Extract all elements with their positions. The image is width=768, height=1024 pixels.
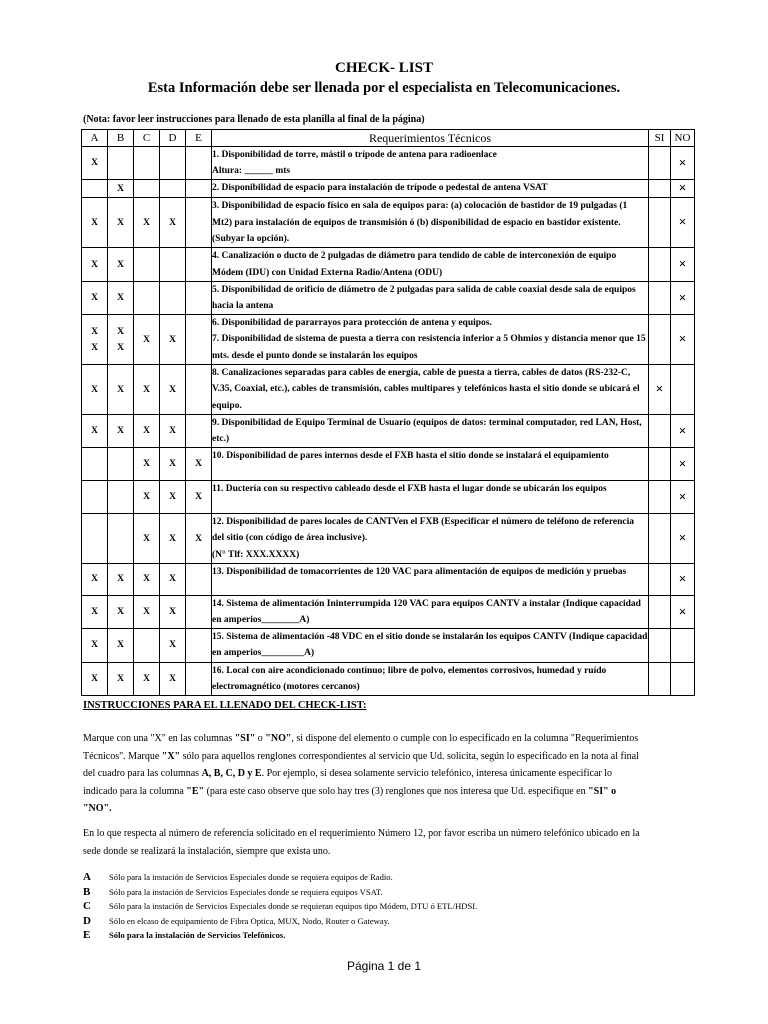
no-checkbox[interactable] (671, 629, 695, 662)
mark-cell-a (82, 563, 108, 595)
column-mark: X (91, 158, 98, 169)
no-checkbox[interactable]: ✕ (671, 281, 695, 314)
requirement-text: 15. Sistema de alimentación -48 VDC en el sitio donde se instalarán los equipos CANTV (Indique capacidad en amperios_________A) (212, 629, 649, 662)
mark-cell-e (186, 629, 212, 662)
mark-cell-e (186, 448, 212, 481)
legend-letter: D (83, 914, 91, 927)
si-checkbox[interactable] (649, 595, 671, 628)
legend-letter: E (83, 929, 91, 941)
column-mark: X (117, 293, 124, 304)
no-checkbox[interactable]: ✕ (671, 481, 695, 514)
column-mark: X (143, 426, 150, 437)
mark-cell-d (160, 595, 186, 628)
page-number: Página 1 de 1 (346, 959, 422, 973)
col-header-no: NO (671, 130, 695, 147)
mark-cell-b (108, 414, 134, 447)
legend-item (83, 914, 477, 929)
no-checkbox[interactable]: ✕ (671, 514, 695, 564)
column-mark: X (169, 217, 176, 228)
table-row (82, 180, 695, 198)
si-checkbox[interactable] (649, 248, 671, 281)
no-checkbox[interactable]: ✕ (671, 315, 695, 365)
instructions-heading: INSTRUCCIONES PARA EL LLENADO DEL CHECK-LIST: (83, 700, 367, 711)
column-mark: X (169, 640, 176, 651)
column-mark: X (91, 326, 98, 337)
mark-cell-d (160, 514, 186, 564)
column-mark: X (117, 574, 124, 585)
col-header-c: C (134, 130, 160, 147)
col-header-requerimientos: Requerimientos Técnicos (212, 130, 649, 147)
requirement-text: 8. Canalizaciones separadas para cables de energía, cable de puesta a tierra, cables de datos (RS-232-C, V.35, Coaxial, etc.), cables de transmisión, cables multipares y telefónicos hasta el sitio donde se ubicará el equipo. (212, 365, 649, 415)
requirement-text: 2. Disponibilidad de espacio para instalación de trípode o pedestal de antena VSAT (212, 180, 649, 198)
page-subtitle: Esta Información debe ser llenada por el especialista en Telecomunicaciones. (147, 80, 621, 96)
p1-bold: "SI" (234, 733, 256, 744)
column-mark: X (117, 217, 124, 228)
mark-cell-c (134, 281, 160, 314)
page-title: CHECK- LIST (335, 60, 433, 76)
si-checkbox[interactable] (649, 481, 671, 514)
mark-cell-b (108, 198, 134, 248)
column-mark: X (117, 183, 124, 194)
requirement-text: 5. Disponibilidad de orificio de diámetro de 2 pulgadas para salida de cable coaxial desde sala de equipos hacia la antena (212, 281, 649, 314)
column-legend (83, 870, 477, 943)
column-mark: X (117, 384, 124, 395)
legend-text: Sólo para la instación de Servicios Especiales donde se requiera equipos de Radio. (109, 872, 393, 882)
column-mark: X (143, 574, 150, 585)
mark-cell-b (108, 481, 134, 514)
requirement-text: 12. Disponibilidad de pares locales de CANTVen el FXB (Especificar el número de teléfono de referencia del sitio (con código de área inclusive). (N° Tlf: XXX.XXXX) (212, 514, 649, 564)
column-mark: X (169, 673, 176, 684)
mark-cell-a (82, 281, 108, 314)
column-mark: X (91, 293, 98, 304)
column-mark: X (143, 217, 150, 228)
mark-cell-c (134, 662, 160, 695)
mark-cell-d (160, 248, 186, 281)
mark-cell-a (82, 365, 108, 415)
mark-cell-b (108, 563, 134, 595)
mark-cell-d (160, 147, 186, 180)
mark-cell-e (186, 365, 212, 415)
no-checkbox[interactable] (671, 662, 695, 695)
table-row (82, 365, 695, 415)
column-mark: X (91, 607, 98, 618)
mark-cell-c (134, 481, 160, 514)
table-row (82, 595, 695, 628)
mark-cell-b (108, 514, 134, 564)
column-mark: X (143, 673, 150, 684)
table-row (82, 198, 695, 248)
requirement-text: 4. Canalización o ducto de 2 pulgadas de diámetro para tendido de cable de interconexión de equipo Módem (IDU) con Unidad Externa Radio/Antena (ODU) (212, 248, 649, 281)
mark-cell-d (160, 315, 186, 365)
si-checkbox[interactable]: ✕ (649, 365, 671, 415)
mark-cell-c (134, 514, 160, 564)
mark-cell-e (186, 414, 212, 447)
si-checkbox[interactable] (649, 629, 671, 662)
legend-text: Sólo para la instación de Servicios Especiales donde se requiera equipos VSAT. (109, 886, 383, 897)
mark-cell-e (186, 248, 212, 281)
mark-cell-b (108, 180, 134, 198)
mark-cell-e (186, 147, 212, 180)
p1-bold: "E" (186, 785, 205, 797)
mark-cell-c (134, 563, 160, 595)
table-row (82, 563, 695, 595)
mark-cell-a (82, 514, 108, 564)
mark-cell-a (82, 315, 108, 365)
column-mark: X (117, 342, 124, 353)
si-checkbox[interactable] (649, 180, 671, 198)
table-row (82, 514, 695, 564)
mark-cell-b (108, 595, 134, 628)
mark-cell-d (160, 629, 186, 662)
legend-text: Sólo en elcaso de equipamiento de Fibra Optica, MUX, Nodo, Router o Gateway. (109, 915, 390, 926)
column-mark: X (169, 459, 176, 470)
requirement-text: 9. Disponibilidad de Equipo Terminal de Usuario (equipos de datos: terminal computador, red LAN, Host, etc.) (212, 414, 649, 447)
column-mark: X (117, 426, 124, 437)
requirement-text: 14. Sistema de alimentación Ininterrumpida 120 VAC para equipos CANTV a instalar (Indique capacidad en amperios________A) (212, 595, 649, 628)
p1-text: o (255, 733, 266, 744)
requirement-text: 10. Disponibilidad de pares internos desde el FXB hasta el sitio donde se instalará el equipamiento (212, 448, 649, 481)
mark-cell-d (160, 481, 186, 514)
table-row (82, 448, 695, 481)
no-checkbox[interactable]: ✕ (671, 248, 695, 281)
column-mark: X (169, 492, 176, 503)
column-mark: X (91, 217, 98, 228)
table-header-row (82, 130, 695, 147)
column-mark: X (143, 533, 150, 544)
mark-cell-e (186, 198, 212, 248)
mark-cell-e (186, 662, 212, 695)
mark-cell-e (186, 281, 212, 314)
column-mark: X (117, 673, 124, 684)
instructions-paragraph-2: En lo que respecta al número de referencia solicitado en el requerimiento Número 12, por favor escriba un número telefónico ubicado en la sede donde se realizará la instalación, siempre que exista uno. (83, 828, 640, 857)
p1-text: Marque con una "X" en las columnas (83, 733, 235, 744)
p1-text: . Por ejemplo, si desea solamente servicio telefónico, interesa únicamente especificar lo indicado para la columna (83, 768, 613, 797)
column-mark: X (169, 574, 176, 585)
mark-cell-d (160, 365, 186, 415)
p1-text: sólo para aquellos renglones correspondientes al servicio que Ud. solicita, según lo especificado en la nota al final del cuadro para las columnas (83, 750, 639, 779)
legend-text: Sólo para la instación de Servicios Especiales donde se requieran equipos tipo Módem, DTU ó ETL/HDSI. (109, 901, 478, 911)
mark-cell-d (160, 662, 186, 695)
mark-cell-d (160, 448, 186, 481)
column-mark: X (117, 259, 124, 270)
mark-cell-d (160, 563, 186, 595)
mark-cell-c (134, 365, 160, 415)
mark-cell-a (82, 448, 108, 481)
mark-cell-e (186, 481, 212, 514)
mark-cell-b (108, 147, 134, 180)
p1-bold: "X" (161, 750, 181, 762)
table-row (82, 662, 695, 695)
mark-cell-d (160, 180, 186, 198)
mark-cell-b (108, 315, 134, 365)
legend-item (83, 885, 477, 900)
requirement-text: 13. Disponibilidad de tomacorrientes de 120 VAC para alimentación de equipos de medición y pruebas (212, 563, 649, 595)
column-mark: X (169, 607, 176, 618)
mark-cell-a (82, 629, 108, 662)
si-checkbox[interactable] (649, 315, 671, 365)
column-mark: X (169, 533, 176, 544)
no-checkbox[interactable]: ✕ (671, 414, 695, 447)
requirement-text: 6. Disponibilidad de pararrayos para protección de antena y equipos. 7. Disponibilidad de sistema de puesta a tierra con resistencia inferior a 5 Ohmios y distancia menor que 15 mts. desde el punto donde se instalarán los equipos (212, 315, 649, 365)
legend-item (83, 899, 477, 914)
column-mark: X (91, 259, 98, 270)
mark-cell-a (82, 662, 108, 695)
mark-cell-e (186, 514, 212, 564)
table-row (82, 315, 695, 365)
table-row (82, 248, 695, 281)
si-checkbox[interactable] (649, 662, 671, 695)
column-mark: X (143, 492, 150, 503)
column-mark: X (143, 334, 150, 345)
no-checkbox[interactable]: ✕ (671, 448, 695, 481)
no-checkbox[interactable] (671, 365, 695, 415)
column-mark: X (169, 334, 176, 345)
legend-letter: A (83, 871, 91, 883)
requirement-text: 16. Local con aire acondicionado contínuo; libre de polvo, elementos corrosivos, humedad y ruído electromagnético (motores cercanos) (212, 662, 649, 695)
column-mark: X (195, 459, 202, 470)
mark-cell-c (134, 629, 160, 662)
si-checkbox[interactable] (649, 514, 671, 564)
mark-cell-e (186, 180, 212, 198)
p1-bold: "SI" o "NO". (83, 785, 617, 814)
column-mark: X (169, 426, 176, 437)
table-row (82, 481, 695, 514)
mark-cell-a (82, 248, 108, 281)
table-row (82, 147, 695, 180)
mark-cell-d (160, 414, 186, 447)
column-mark: X (169, 384, 176, 395)
si-checkbox[interactable] (649, 281, 671, 314)
column-mark: X (195, 533, 202, 544)
legend-text: Sólo para la instalación de Servicios Telefónicos. (109, 930, 286, 940)
legend-letter: C (83, 900, 91, 912)
mark-cell-a (82, 595, 108, 628)
legend-letter: B (83, 885, 91, 898)
si-checkbox[interactable] (649, 198, 671, 248)
table-row (82, 281, 695, 314)
mark-cell-c (134, 198, 160, 248)
mark-cell-b (108, 629, 134, 662)
p1-bold: "NO" (265, 733, 292, 744)
column-mark: X (143, 607, 150, 618)
mark-cell-e (186, 595, 212, 628)
mark-cell-a (82, 180, 108, 198)
mark-cell-d (160, 281, 186, 314)
no-checkbox[interactable]: ✕ (671, 147, 695, 180)
column-mark: X (91, 640, 98, 651)
column-mark: X (117, 640, 124, 651)
legend-item (83, 928, 477, 943)
mark-cell-c (134, 248, 160, 281)
mark-cell-c (134, 448, 160, 481)
column-mark: X (143, 459, 150, 470)
no-checkbox[interactable]: ✕ (671, 198, 695, 248)
col-header-si: SI (649, 130, 671, 147)
mark-cell-c (134, 147, 160, 180)
mark-cell-b (108, 281, 134, 314)
column-mark: X (195, 492, 202, 503)
mark-cell-e (186, 563, 212, 595)
si-checkbox[interactable] (649, 448, 671, 481)
table-row (82, 629, 695, 662)
mark-cell-b (108, 662, 134, 695)
p1-text: , si dispone del elemento o cumple con lo especificado en la columna "Requerimientos Técnicos". Marque (83, 733, 639, 762)
mark-cell-c (134, 180, 160, 198)
mark-cell-e (186, 315, 212, 365)
mark-cell-d (160, 198, 186, 248)
col-header-d: D (160, 130, 186, 147)
mark-cell-b (108, 365, 134, 415)
mark-cell-a (82, 198, 108, 248)
mark-cell-b (108, 248, 134, 281)
requirement-text: 11. Ductería con su respectivo cableado desde el FXB hasta el lugar donde se ubicarán los equipos (212, 481, 649, 514)
col-header-a: A (82, 130, 108, 147)
column-mark: X (91, 574, 98, 585)
column-mark: X (91, 426, 98, 437)
note: (Nota: favor leer instrucciones para llenado de esta planilla al final de la página) (83, 114, 425, 125)
column-mark: X (91, 384, 98, 395)
requirement-text: 1. Disponibilidad de torre, mástil o trípode de antena para radioenlace Altura: ______ mts (212, 147, 649, 180)
col-header-e: E (186, 130, 212, 147)
mark-cell-c (134, 595, 160, 628)
instructions-paragraph-1 (83, 730, 643, 818)
column-mark: X (91, 342, 98, 353)
requirement-text: 3. Disponibilidad de espacio físico en sala de equipos para: (a) colocación de bastidor de 19 pulgadas (1 Mt2) para instalación de equipos de transmisión ó (b) disponibilidad de espacio en bastidor existente. (Subyar la opción). (212, 198, 649, 248)
mark-cell-c (134, 315, 160, 365)
mark-cell-a (82, 481, 108, 514)
si-checkbox[interactable] (649, 147, 671, 180)
mark-cell-b (108, 448, 134, 481)
legend-item (83, 870, 477, 885)
column-mark: X (91, 673, 98, 684)
mark-cell-c (134, 414, 160, 447)
checklist-table (81, 129, 695, 696)
si-checkbox[interactable] (649, 414, 671, 447)
no-checkbox[interactable]: ✕ (671, 563, 695, 595)
column-mark: X (117, 326, 124, 337)
mark-cell-a (82, 147, 108, 180)
no-checkbox[interactable]: ✕ (671, 595, 695, 628)
p1-text: (para este caso observe que solo hay tres (3) renglones que nos interesa que Ud. especifique en (204, 785, 589, 797)
mark-cell-a (82, 414, 108, 447)
column-mark: X (117, 607, 124, 618)
p1-bold: A, B, C, D y E (201, 768, 262, 779)
column-mark: X (143, 384, 150, 395)
no-checkbox[interactable]: ✕ (671, 180, 695, 198)
table-row (82, 414, 695, 447)
si-checkbox[interactable] (649, 563, 671, 595)
col-header-b: B (108, 130, 134, 147)
